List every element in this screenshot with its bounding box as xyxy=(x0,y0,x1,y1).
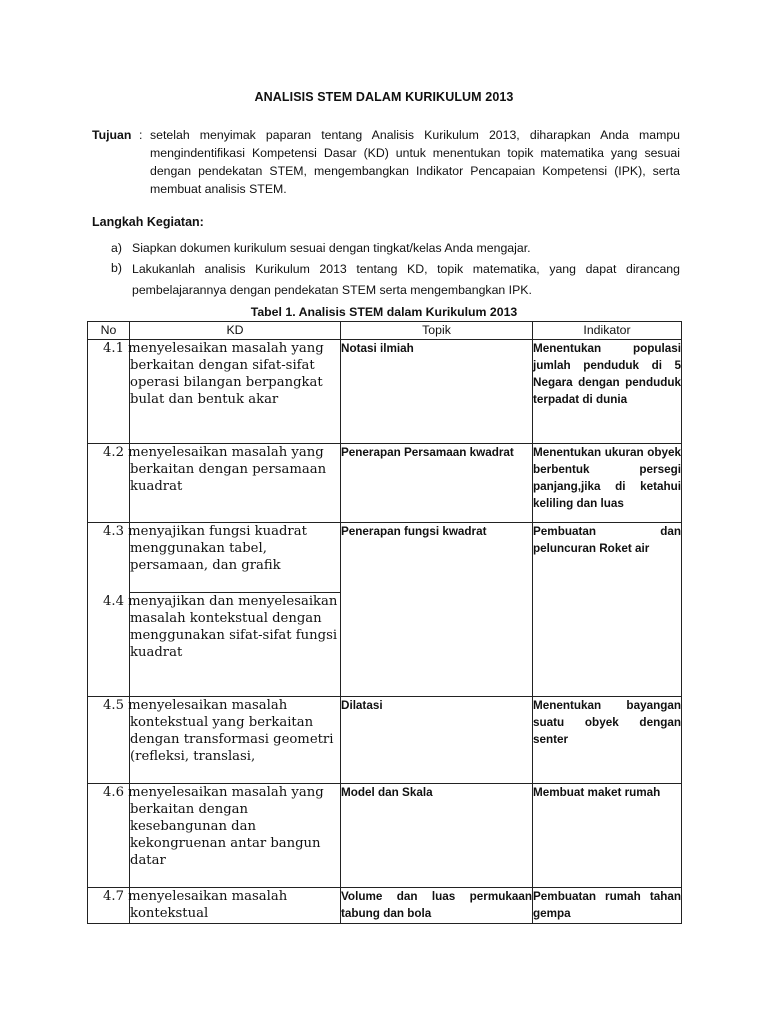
cell-kd xyxy=(103,697,341,784)
header-kd: KD xyxy=(130,322,341,340)
cell-kd xyxy=(103,888,341,924)
kd-text: 4.4 menyajikan dan menyelesaikan masalah kontekstual dengan menggunakan sifat-sifat fungsi kuadrat xyxy=(103,594,338,660)
tujuan-section xyxy=(92,126,680,198)
step-text: Lakukanlah analisis Kurikulum 2013 tentang KD, topik matematika, yang dapat dirancang pembelajarannya dengan pendekatan STEM serta mengembangkan IPK. xyxy=(132,262,680,297)
header-topik: Topik xyxy=(341,322,533,340)
cell-topik: Volume dan luas permukaan tabung dan bola xyxy=(341,888,533,924)
step-item xyxy=(92,259,680,301)
analysis-table xyxy=(87,321,682,924)
header-indikator: Indikator xyxy=(533,322,682,340)
cell-indikator: Pembuatan rumah tahan gempa xyxy=(533,888,682,924)
header-no: No xyxy=(88,322,130,340)
table-row xyxy=(88,340,682,444)
kd-text: 4.1 menyelesaikan masalah yang berkaitan dengan sifat-sifat operasi bilangan berpangkat bulat dan bentuk akar xyxy=(103,341,324,407)
cell-indikator: Membuat maket rumah xyxy=(533,784,682,888)
cell-topik: Penerapan Persamaan kwadrat xyxy=(341,444,533,523)
cell-kd xyxy=(103,593,341,697)
cell-kd xyxy=(103,784,341,888)
cell-indikator: Pembuatan dan peluncuran Roket air xyxy=(533,523,682,697)
kd-text: 4.3 menyajikan fungsi kuadrat menggunakan tabel, persamaan, dan grafik xyxy=(103,524,307,573)
document-title: ANALISIS STEM DALAM KURIKULUM 2013 xyxy=(254,90,514,104)
table-row xyxy=(88,888,682,924)
cell-kd xyxy=(103,523,341,593)
steps-list xyxy=(92,239,680,303)
step-text: Siapkan dokumen kurikulum sesuai dengan tingkat/kelas Anda mengajar. xyxy=(132,241,531,255)
kd-text: 4.6 menyelesaikan masalah yang berkaitan dengan kesebangunan dan kekongruenan antar bangun datar xyxy=(103,785,324,868)
table-row xyxy=(88,784,682,888)
tujuan-label: Tujuan xyxy=(92,128,132,142)
table-row xyxy=(88,523,682,593)
cell-kd xyxy=(103,444,341,523)
kd-text: 4.2 menyelesaikan masalah yang berkaitan dengan persamaan kuadrat xyxy=(103,445,327,494)
cell-topik: Model dan Skala xyxy=(341,784,533,888)
kd-text: 4.5 menyelesaikan masalah kontekstual yang berkaitan dengan transformasi geometri (refleksi, translasi, xyxy=(103,698,334,764)
table-header-row xyxy=(88,322,682,340)
table-row xyxy=(88,697,682,784)
kd-text: 4.7 menyelesaikan masalah kontekstual xyxy=(103,889,288,921)
cell-topik: Dilatasi xyxy=(341,697,533,784)
cell-indikator: Menentukan populasi jumlah penduduk di 5 Negara dengan penduduk terpadat di dunia xyxy=(533,340,682,444)
step-marker: a) xyxy=(111,241,122,255)
tujuan-colon: : xyxy=(139,128,143,142)
langkah-kegiatan-heading: Langkah Kegiatan: xyxy=(92,215,204,229)
step-marker: b) xyxy=(111,261,122,275)
cell-kd xyxy=(103,340,341,444)
table-row xyxy=(88,444,682,523)
cell-topik: Penerapan fungsi kwadrat xyxy=(341,523,533,697)
tujuan-text: setelah menyimak paparan tentang Analisis Kurikulum 2013, diharapkan Anda mampu mengindentifikasi Kompetensi Dasar (KD) untuk menentukan topik matematika yang sesuai dengan pendekatan STEM, mengembangkan Indikator Pencapaian Kompetensi (IPK), serta membuat analisis STEM. xyxy=(150,128,680,196)
cell-indikator: Menentukan ukuran obyek berbentuk persegi panjang,jika di ketahui keliling dan luas xyxy=(533,444,682,523)
cell-topik: Notasi ilmiah xyxy=(341,340,533,444)
cell-indikator: Menentukan bayangan suatu obyek dengan senter xyxy=(533,697,682,784)
step-item xyxy=(92,239,680,257)
table-caption: Tabel 1. Analisis STEM dalam Kurikulum 2013 xyxy=(250,305,518,319)
